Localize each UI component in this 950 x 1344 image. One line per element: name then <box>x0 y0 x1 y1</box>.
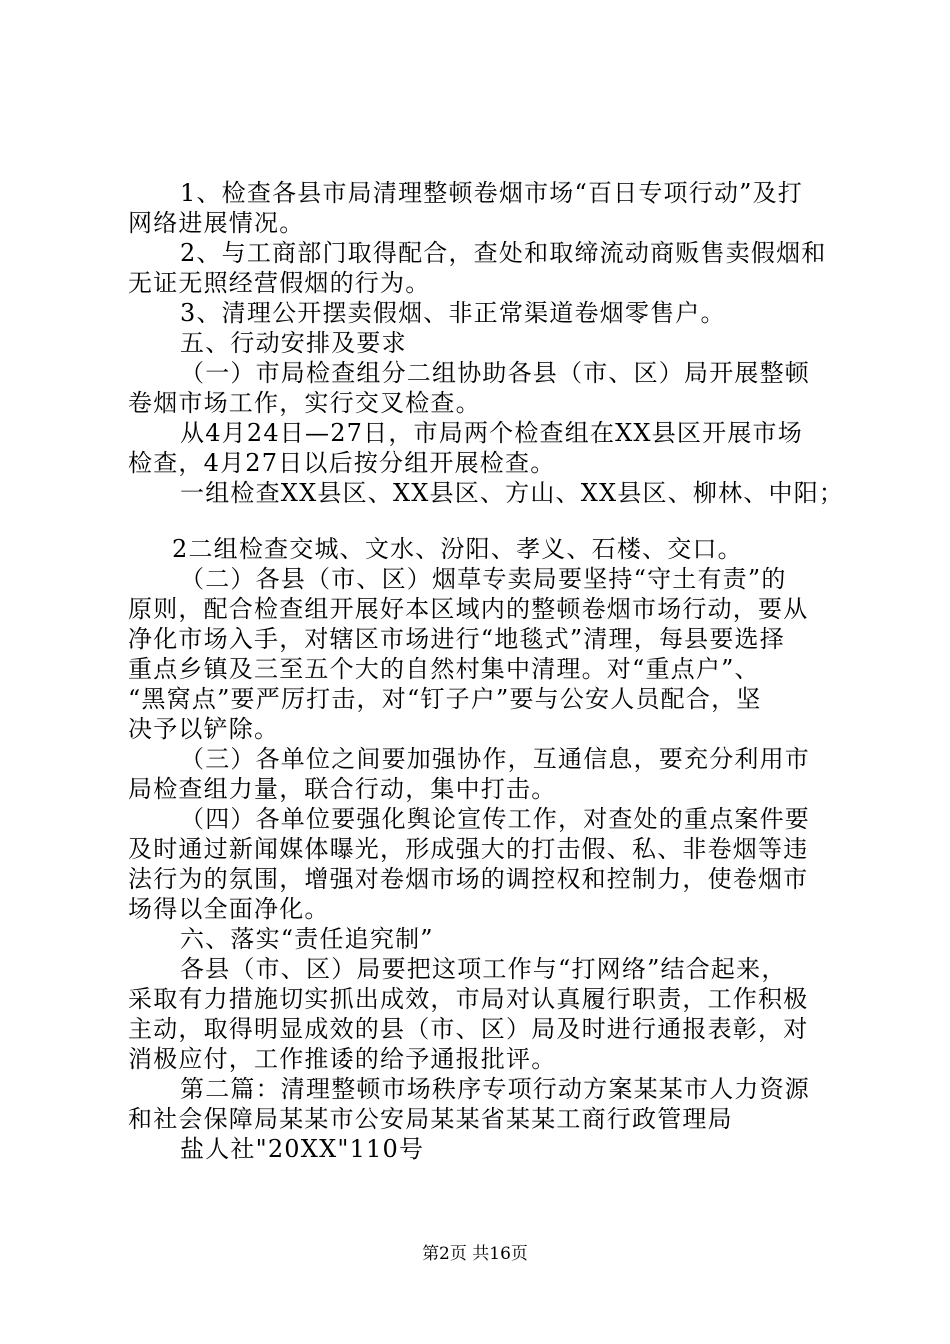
body-line-29: 消极应付，工作推诿的给予通报批评。 <box>128 1045 557 1073</box>
section-heading-5: 五、行动安排及要求 <box>180 329 407 357</box>
body-line-11: 一组检查XX县区、XX县区、方山、XX县区、柳林、中阳； <box>180 479 845 507</box>
body-line-1: 1、检查各县市局清理整顿卷烟市场“百日专项行动”及打 <box>180 179 804 207</box>
body-line-15: 净化市场入手，对辖区市场进行“地毯式”清理，每县要选择 <box>128 625 785 653</box>
body-line-19: （三）各单位之间要加强协作，互通信息，要充分利用市 <box>180 745 810 773</box>
body-line-7: （一）市局检查组分二组协助各县（市、区）局开展整顿 <box>180 359 810 387</box>
body-line-24: 场得以全面净化。 <box>128 895 330 923</box>
body-line-13: （二）各县（市、区）烟草专卖局要坚持“守土有责”的 <box>180 565 787 593</box>
body-line-10: 检查，4月27日以后按分组开展检查。 <box>128 449 556 477</box>
body-line-28: 主动，取得明显成效的县（市、区）局及时进行通报表彰，对 <box>128 1015 809 1043</box>
body-line-9: 从4月24日—27日，市局两个检查组在XX县区开展市场 <box>180 419 803 447</box>
page-footer: 第2页 共16页 <box>422 1244 528 1264</box>
body-line-12: 2二组检查交城、文水、汾阳、孝义、石楼、交口。 <box>172 535 743 563</box>
body-line-27: 采取有力措施切实抓出成效，市局对认真履行职责，工作积极 <box>128 985 809 1013</box>
body-line-14: 原则，配合检查组开展好本区域内的整顿卷烟市场行动，要从 <box>128 595 809 623</box>
chapter-title-line-2: 和社会保障局某某市公安局某某省某某工商行政管理局 <box>128 1105 733 1133</box>
body-line-2: 网络进展情况。 <box>128 209 305 237</box>
body-line-18: 决予以铲除。 <box>128 715 280 743</box>
body-line-4: 无证无照经营假烟的行为。 <box>128 269 431 297</box>
body-line-5: 3、清理公开摆卖假烟、非正常渠道卷烟零售户。 <box>180 299 726 327</box>
document-number: 盐人社"20XX"110号 <box>180 1135 425 1163</box>
body-line-23: 法行为的氛围，增强对卷烟市场的调控权和控制力，使卷烟市 <box>128 865 809 893</box>
body-line-22: 及时通过新闻媒体曝光，形成强大的打击假、私、非卷烟等违 <box>128 835 809 863</box>
body-line-8: 卷烟市场工作，实行交叉检查。 <box>128 389 481 417</box>
body-line-17: “黑窝点”要严厉打击，对“钉子户”要与公安人员配合，坚 <box>128 685 762 713</box>
body-line-16: 重点乡镇及三至五个大的自然村集中清理。对“重点户”、 <box>128 655 760 683</box>
chapter-title-line-1: 第二篇：清理整顿市场秩序专项行动方案某某市人力资源 <box>180 1075 810 1103</box>
body-line-20: 局检查组力量，联合行动，集中打击。 <box>128 775 557 803</box>
body-line-26: 各县（市、区）局要把这项工作与“打网络”结合起来， <box>180 955 787 983</box>
body-line-21: （四）各单位要强化舆论宣传工作，对查处的重点案件要 <box>180 805 810 833</box>
body-line-3: 2、与工商部门取得配合，查处和取缔流动商贩售卖假烟和 <box>180 239 827 267</box>
section-heading-6: 六、落实“责任追究制” <box>180 925 434 953</box>
